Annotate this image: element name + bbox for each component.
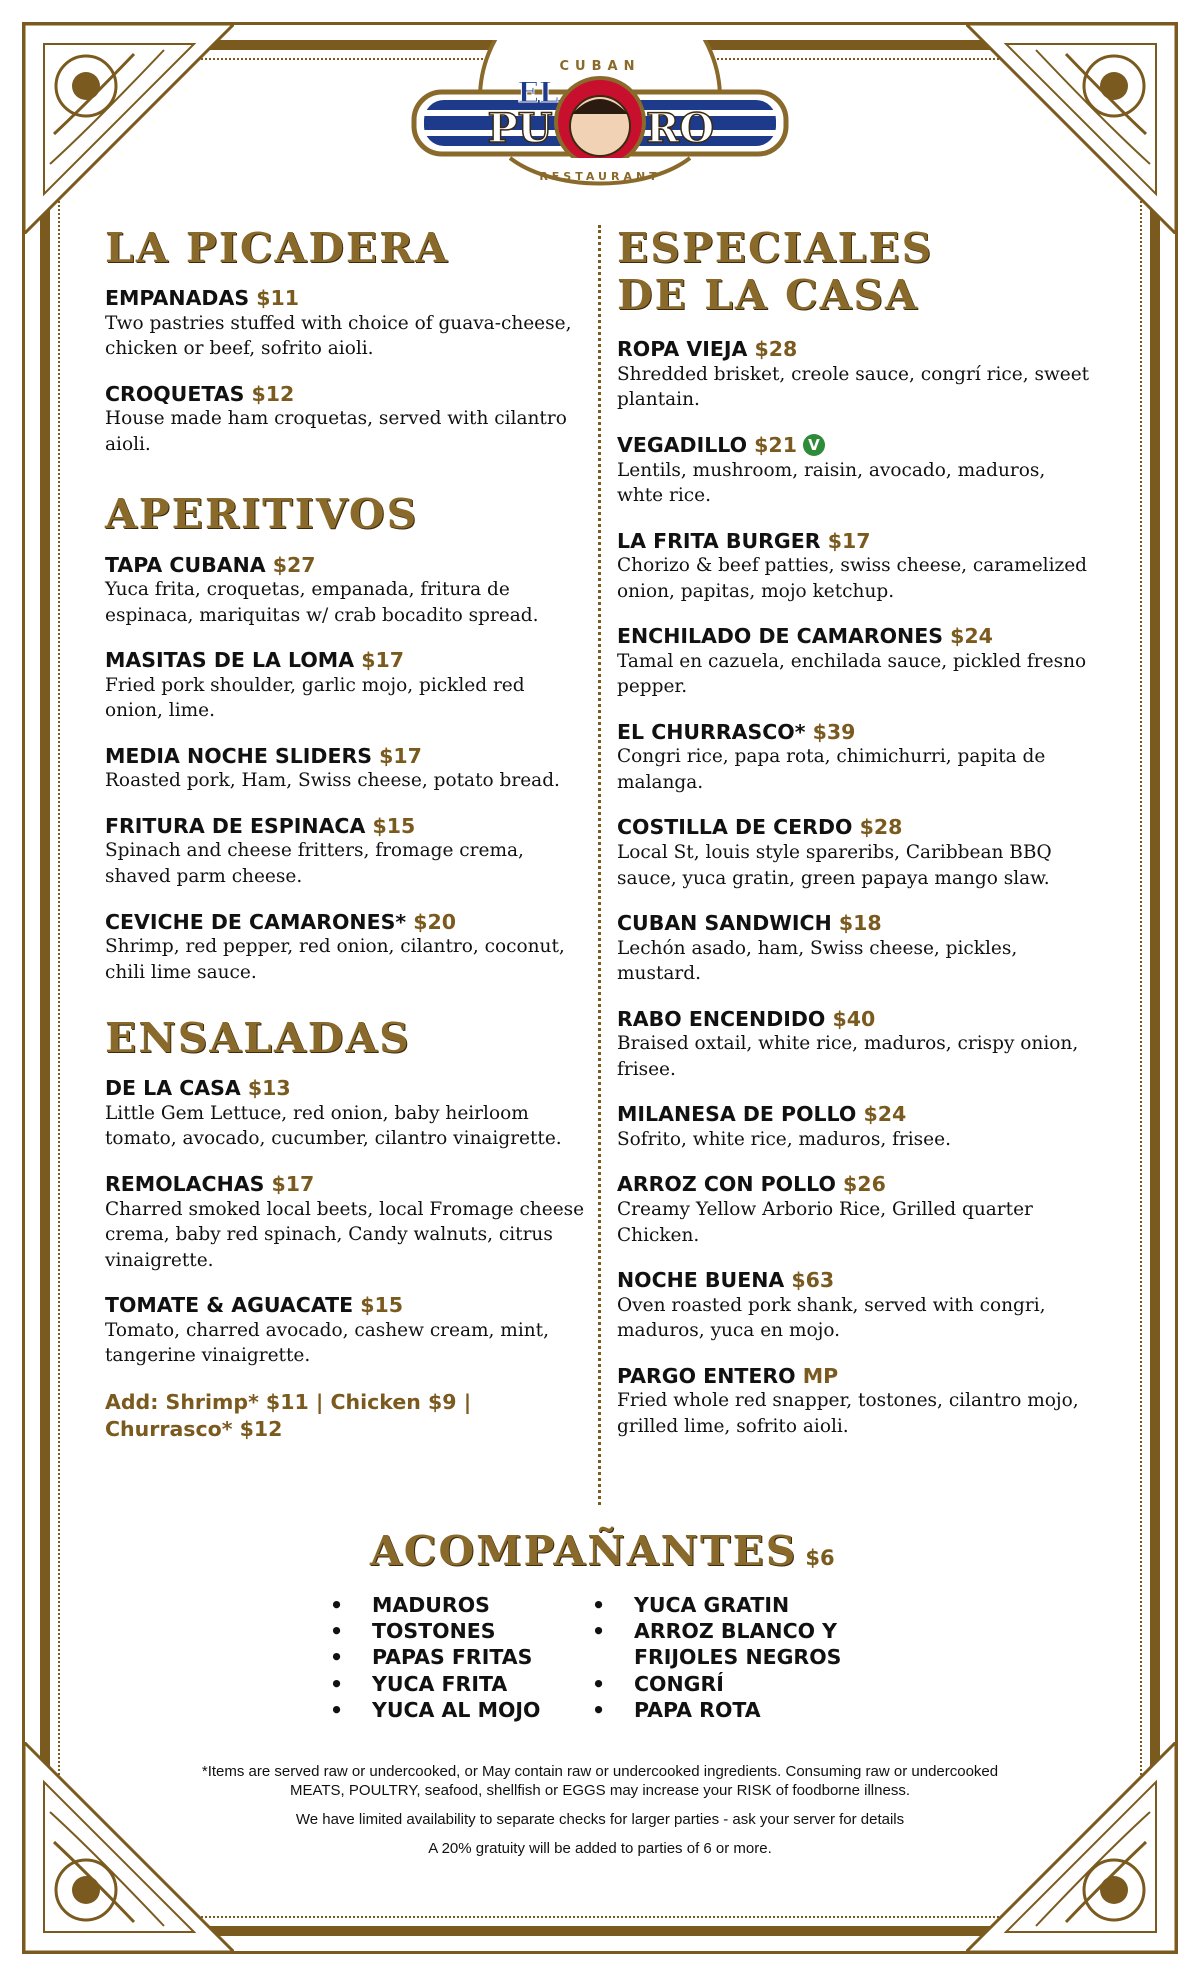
item-price: $28: [754, 337, 798, 362]
bullet-icon: •: [330, 1593, 344, 1617]
item-name: EL CHURRASCO*: [617, 719, 806, 744]
sides-price: $6: [805, 1546, 835, 1570]
list-item: [592, 1671, 892, 1697]
item-description: Shrimp, red pepper, red onion, cilantro, coconut, chili lime sauce.: [105, 936, 565, 983]
section-title: ACOMPAÑANTES: [370, 1527, 798, 1575]
section-title-line: ESPECIALES: [617, 224, 934, 272]
raw-food-warning: *Items are served raw or undercooked, or May contain raw or undercooked ingredients. Consuming raw or undercooked MEATS, POULTRY, seafood, shellfish or EGGS may increase your RISK of foodborne illness.: [201, 1763, 999, 1800]
item-price: $15: [360, 1293, 404, 1318]
item-price: $11: [256, 286, 300, 311]
item-description: Creamy Yellow Arborio Rice, Grilled quarter Chicken.: [617, 1198, 1033, 1246]
item-description: Roasted pork, Ham, Swiss cheese, potato bread.: [105, 770, 560, 792]
sides-header: [370, 1528, 870, 1575]
section-la-picadera: [105, 225, 585, 457]
menu-item: [617, 624, 1097, 700]
section-ensaladas: [105, 1015, 585, 1444]
menu-item: [105, 744, 585, 794]
item-price: $39: [812, 719, 856, 744]
item-price: $20: [413, 909, 457, 934]
item-name: CROQUETAS: [105, 381, 245, 406]
logo-bottom-text: RESTAURANT: [539, 170, 661, 183]
side-name: ARROZ BLANCO Y: [634, 1619, 838, 1644]
section-title-line: DE LA CASA: [617, 271, 919, 320]
menu-item: [105, 1172, 585, 1273]
section-aperitivos: [105, 491, 585, 985]
list-item: [330, 1671, 580, 1697]
logo-brand-right: RO: [645, 105, 715, 152]
section-title: ENSALADAS: [105, 1014, 411, 1063]
item-description: Lechón asado, ham, Swiss cheese, pickles, mustard.: [617, 937, 1018, 985]
side-name: PAPAS FRITAS: [372, 1645, 533, 1670]
list-item: [330, 1697, 580, 1723]
menu-item: [617, 433, 1097, 509]
item-price: $17: [827, 528, 871, 553]
item-name: MEDIA NOCHE SLIDERS: [105, 743, 373, 768]
item-name: MILANESA DE POLLO: [617, 1102, 857, 1127]
side-name: PAPA ROTA: [634, 1697, 761, 1722]
item-price: $40: [832, 1006, 876, 1031]
side-name: MADUROS: [372, 1593, 490, 1617]
side-name: YUCA GRATIN: [634, 1593, 790, 1617]
menu-item: [105, 910, 585, 986]
item-price: $12: [251, 381, 295, 406]
side-name: TOSTONES: [372, 1619, 496, 1644]
item-description: Yuca frita, croquetas, empanada, fritura de espinaca, mariquitas w/ crab bocadito spread.: [105, 579, 539, 626]
item-description: Shredded brisket, creole sauce, congrí rice, sweet plantain.: [617, 363, 1090, 411]
item-name: FRITURA DE ESPINACA: [105, 813, 366, 838]
item-description: Lentils, mushroom, raisin, avocado, maduros, whte rice.: [617, 459, 1046, 507]
separate-checks-note: We have limited availability to separate checks for larger parties - ask your server for details: [295, 1811, 905, 1829]
item-name: MASITAS DE LA LOMA: [105, 648, 355, 673]
menu-item: [105, 648, 585, 724]
side-name: YUCA AL MOJO: [372, 1697, 541, 1722]
side-name: CONGRÍ: [634, 1671, 724, 1696]
corner-ornament-icon: [24, 24, 234, 234]
item-price: $18: [838, 911, 882, 936]
item-description: Braised oxtail, white rice, maduros, crispy onion, frisee.: [617, 1033, 1079, 1080]
item-description: Tamal en cazuela, enchilada sauce, pickled fresno pepper.: [617, 650, 1087, 698]
item-name: EMPANADAS: [105, 286, 250, 311]
bullet-icon: •: [592, 1697, 606, 1722]
item-description: Congri rice, papa rota, chimichurri, papita de malanga.: [617, 746, 1046, 793]
logo-top-text: CUBAN: [559, 59, 641, 74]
menu-item: [617, 529, 1097, 605]
salad-addons: Add: Shrimp* $11 | Chicken $9 | Churrasco* $12: [105, 1389, 472, 1442]
sides-list-left: [330, 1592, 580, 1723]
sides-list-right: [592, 1592, 892, 1723]
menu-item: [617, 1364, 1097, 1440]
side-name: FRIJOLES NEGROS: [634, 1645, 842, 1670]
item-description: Spinach and cheese fritters, fromage crema, shaved parm cheese.: [105, 840, 524, 887]
bullet-icon: •: [330, 1671, 344, 1696]
menu-item: [105, 1293, 585, 1369]
item-description: Sofrito, white rice, maduros, frisee.: [617, 1128, 951, 1150]
gratuity-note: A 20% gratuity will be added to parties of 6 or more.: [428, 1840, 772, 1858]
column-divider: [598, 225, 601, 1505]
list-item: [592, 1592, 892, 1618]
menu-item: [617, 1102, 1097, 1152]
menu-item: [105, 553, 585, 629]
bullet-icon: •: [330, 1697, 344, 1722]
item-description: Charred smoked local beets, local Fromage cheese crema, baby red spinach, Candy walnuts, citrus vinaigrette.: [105, 1198, 585, 1271]
item-description: Fried pork shoulder, garlic mojo, pickled red onion, lime.: [105, 674, 525, 722]
bullet-icon: •: [330, 1619, 344, 1644]
item-description: Two pastries stuffed with choice of guava-cheese, chicken or beef, sofrito aioli.: [105, 312, 572, 360]
menu-item: [617, 720, 1097, 796]
menu-item: [617, 337, 1097, 413]
side-name: YUCA FRITA: [372, 1671, 508, 1696]
menu-item: [617, 911, 1097, 987]
item-name: PARGO ENTERO: [617, 1363, 796, 1388]
item-name: RABO ENCENDIDO: [617, 1006, 826, 1031]
item-name: ARROZ CON POLLO: [617, 1172, 836, 1197]
item-name: ROPA VIEJA: [617, 337, 748, 362]
item-price: $17: [379, 743, 422, 768]
list-item: [330, 1592, 580, 1618]
list-item: [592, 1697, 892, 1723]
logo-brand-left: PU: [487, 105, 553, 152]
item-price: $21: [754, 432, 797, 457]
menu-item: [105, 382, 585, 458]
item-name: COSTILLA DE CERDO: [617, 815, 853, 840]
menu-item: [105, 1076, 585, 1152]
section-title-especiales: [617, 225, 1097, 319]
item-description: Local St, louis style spareribs, Caribbean BBQ sauce, yuca gratin, green papaya mango slaw.: [617, 842, 1052, 889]
item-name: VEGADILLO: [617, 432, 748, 457]
item-price: MP: [802, 1363, 839, 1388]
item-price: $24: [863, 1102, 907, 1127]
item-description: Oven roasted pork shank, served with congri, maduros, yuca en mojo.: [617, 1294, 1046, 1342]
item-price: $13: [247, 1076, 291, 1101]
bullet-icon: •: [592, 1671, 606, 1696]
item-price: $17: [361, 648, 405, 673]
item-name: LA FRITA BURGER: [617, 528, 821, 553]
menu-item: [105, 814, 585, 890]
right-menu-column: [617, 225, 1097, 1459]
item-name: CEVICHE DE CAMARONES*: [105, 909, 407, 934]
item-description: Tomato, charred avocado, cashew cream, mint, tangerine vinaigrette.: [105, 1319, 549, 1367]
item-name: ENCHILADO DE CAMARONES: [617, 624, 943, 649]
item-description: Fried whole red snapper, tostones, cilantro mojo, grilled lime, sofrito aioli.: [617, 1390, 1079, 1437]
item-price: $15: [372, 813, 416, 838]
menu-item: [105, 286, 585, 362]
footer-notes: [200, 1762, 1000, 1868]
item-price: $63: [791, 1268, 835, 1293]
left-menu-column: [105, 225, 585, 1444]
restaurant-logo: [410, 40, 790, 190]
item-description: Little Gem Lettuce, red onion, baby heirloom tomato, avocado, cucumber, cilantro vinaigrette.: [105, 1102, 562, 1150]
list-item: [330, 1644, 580, 1670]
item-price: $28: [859, 815, 903, 840]
item-price: $26: [843, 1172, 886, 1197]
menu-item: [617, 1268, 1097, 1344]
vegetarian-badge-icon: V: [803, 434, 825, 456]
list-item: [330, 1618, 580, 1644]
item-name: TAPA CUBANA: [105, 552, 266, 577]
item-description: Chorizo & beef patties, swiss cheese, caramelized onion, papitas, mojo ketchup.: [617, 555, 1088, 602]
item-name: TOMATE & AGUACATE: [105, 1293, 354, 1318]
bullet-icon: •: [592, 1619, 606, 1644]
item-name: REMOLACHAS: [105, 1171, 265, 1196]
item-price: $27: [272, 552, 316, 577]
corner-ornament-icon: [966, 24, 1176, 234]
logo-el-text: EL: [517, 76, 559, 109]
item-description: House made ham croquetas, served with cilantro aioli.: [105, 408, 567, 455]
bullet-icon: •: [330, 1645, 344, 1670]
item-price: $24: [950, 624, 993, 649]
bullet-icon: •: [592, 1593, 606, 1617]
section-title: LA PICADERA: [105, 224, 450, 272]
menu-item: [617, 1172, 1097, 1248]
menu-item: [617, 815, 1097, 891]
item-name: DE LA CASA: [105, 1076, 241, 1101]
menu-item: [617, 1007, 1097, 1083]
item-name: CUBAN SANDWICH: [617, 911, 832, 936]
list-item-continuation: [592, 1644, 892, 1670]
item-price: $17: [271, 1171, 315, 1196]
item-name: NOCHE BUENA: [617, 1268, 785, 1293]
section-title: APERITIVOS: [105, 490, 419, 539]
list-item: [592, 1618, 892, 1644]
